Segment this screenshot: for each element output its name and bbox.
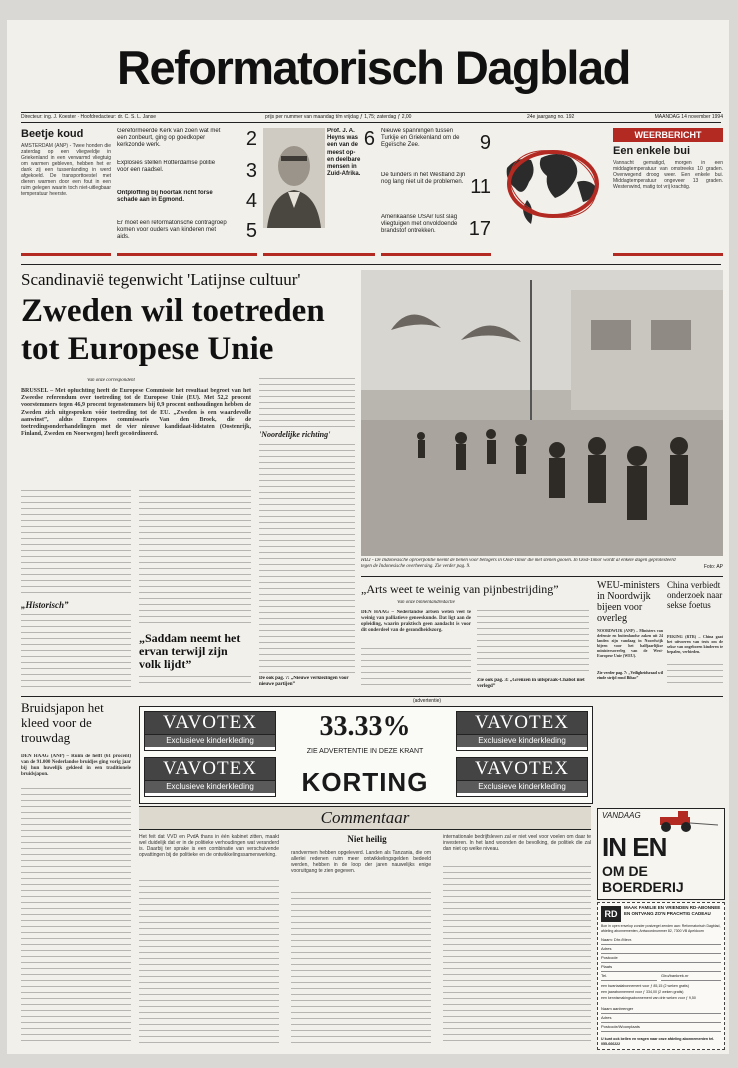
weather-accent xyxy=(613,253,723,256)
masthead-date: MAANDAG 14 november 1994 xyxy=(654,114,723,120)
commentaar-body-2: randvermen hebben opgeleverd. Landen als Tanzania, die om allerlei redenen ruim meer ontwikkelingsgelden bedeeld werden, hebben in de loop der jaren nauwelijks enige vooruitgang te zien gegeven. xyxy=(291,850,431,874)
commentaar-title: Commentaar xyxy=(139,806,591,830)
masthead-title: Reformatorisch Dagblad xyxy=(117,41,630,94)
teaser-list-left xyxy=(117,128,257,256)
section-rule xyxy=(21,264,721,265)
photo-credit: Foto: AP xyxy=(703,564,723,570)
teaser-right-3[interactable] xyxy=(381,214,491,254)
commentaar-col-2 xyxy=(291,892,431,1046)
teaser-profile-text: Prof. J. A. Heyns was een van de meest op- en deelbare mensen in Zuid-Afrika. xyxy=(327,128,361,178)
commentaar-col-3 xyxy=(443,866,591,1046)
subscription-coupon[interactable] xyxy=(597,902,725,1050)
teaser-right-1[interactable] xyxy=(381,128,491,168)
coupon-field-postcode[interactable]: Postcode xyxy=(601,954,721,963)
pijn-body-2 xyxy=(477,610,589,676)
lead-kicker: Scandinavië tegenwicht 'Latijnse cultuur' xyxy=(21,270,301,289)
vavotex-brand-1: VAVOTEX xyxy=(145,712,275,735)
coupon-option-1[interactable]: een kwartaalabonnement voor ƒ 85,15 (2 weken gratis) xyxy=(601,984,689,988)
bruid-headline[interactable]: Bruidsjapon het kleed voor de trouwdag xyxy=(21,700,104,745)
world-map-graphic xyxy=(497,128,607,256)
vavotex-brand-3: VAVOTEX xyxy=(457,712,587,735)
coupon-field-address[interactable]: Adres xyxy=(601,945,721,954)
teaser-item-1-num: 2 xyxy=(245,128,257,150)
lead-body-col-3b xyxy=(259,444,355,674)
vavotex-block-4 xyxy=(456,757,588,797)
pijn-continues: Zie ook pag. 3: „Grenzen in uitspraak-Chabot niet verlegd” xyxy=(477,678,585,689)
vavotex-brand-4: VAVOTEX xyxy=(457,758,587,781)
coupon-option-3[interactable]: een kennismakingsabonnement van drie weken voor ƒ 9,50 xyxy=(601,996,696,1000)
commentaar-body-1: Het feit dat VVD en PvdA thans in één kabinet zitten, maakt wel duidelijk dat er in de politieke verhoudingen wat veranderd is. Daarbij ter sprake is een combinatie van verschuivende opvattingen bij de politieke en de ontwikkelingssamenwerking. xyxy=(139,834,279,858)
ad-percent: 33.33% xyxy=(319,711,411,742)
teaser-item-3-num: 4 xyxy=(245,190,257,212)
ad-korting: KORTING xyxy=(301,767,429,797)
bruid-lead: DEN HAAG (ANP) – Ruim de helft (61 procent) van de 91.000 Nederlandse bruidjes ging vorig jaar bij hun huwelijk gekleed in een traditionele bruidsjapon. xyxy=(21,754,131,777)
masthead-price: prijs per nummer van maandag t/m vrijdag ƒ 1,75; zaterdag ƒ 2,00 xyxy=(265,114,412,120)
coupon-field-aanbrenger[interactable]: Naam aanbrenger xyxy=(601,1005,721,1014)
weu-headline-text: WEU-ministers in Noordwijk bijeen voor overleg xyxy=(597,580,660,624)
teaser-bar-accent-3 xyxy=(263,253,375,256)
teaser-right-2[interactable] xyxy=(381,172,491,212)
china-lead: PEKING (RTR) – China gaat het uitvoeren van tests om de sekse van ongeboren kinderen te bepalen, verbieden. xyxy=(667,634,723,654)
timor-photo xyxy=(361,270,723,556)
coupon-option-2[interactable]: een jaarabonnement voor ƒ 334,00 (2 weken gratis) xyxy=(601,990,684,994)
teaser-bar-accent xyxy=(21,253,111,256)
commentaar-col-1 xyxy=(139,880,279,1046)
teaser-item-4[interactable] xyxy=(117,220,257,250)
masthead-rule xyxy=(21,112,721,113)
weu-lead: NOORDWIJK (ANP) – Ministers van defensie en buitenlandse zaken uit 24 landen zijn vandaag in Noordwijk bijeen voor het halfjaarlijkse ministersoverleg van de West-Europese Unie (WEU). xyxy=(597,628,663,658)
lead-body-col-1 xyxy=(21,490,131,598)
lead-intro: BRUSSEL – Met opluchting heeft de Europese Commissie het resultaat begroet van het Zweedse referendum over toetreding tot de Europese Unie (EU). Met 52,2 procent voorstemmers tegen 46,9 procent tegenstemmers bij 0,9 procent onthoudingen hebben de Zweden zich uitgesproken vóór toetreding tot de EU. „Zweden is een waardevolle aanwinst”, aldus Europees commissaris Van den Broek, die de toetredingsonderhandelingen met de vier nieuwe kandidaat-lidstaten (Oostenrijk, Finland, Zweden en Noorwegen) heeft gecoördineerd. xyxy=(21,388,251,438)
masthead-rule-2 xyxy=(21,122,721,123)
masthead-staff: Directeur: ing. J. Koester · Hoofdredacteur: dr. C. S. L. Janse xyxy=(21,114,157,120)
vavotex-tagline-3: Exclusieve kinderkleding xyxy=(457,735,587,747)
photo-caption: HILI - De Indonesische oproerpolitie neemt de benen voor betogers in Oost-Timor die met stenen gooien. In Oost-Timor wordt al enkele dagen geprotesteerd tegen de Indonesische overheersing. Zie verder pag. 9. xyxy=(361,558,676,569)
vavotex-tagline-2: Exclusieve kinderkleding xyxy=(145,781,275,793)
coupon-title: MAAK FAMILIE EN VRIENDEN RD-ABONNEE EN ONTVANG ZO'N PRACHTIG CADEAU xyxy=(624,905,721,916)
coupon-options xyxy=(601,983,721,1003)
teaser-right-2-text: De tuinders in het Westland zijn nog lang niet uit de problemen. xyxy=(381,172,466,186)
teaser-profile[interactable] xyxy=(263,128,375,252)
teaser-beetje-koud-title: Beetje koud xyxy=(21,128,84,140)
coupon-body: Bon in open envelop zonder postzegel zenden aan: Reformatorisch Dagblad, afdeling abonnementen, Antwoordnummer 82, 7300 VB Apeldoorn xyxy=(601,924,721,933)
newspaper-page xyxy=(7,20,729,1054)
vavotex-brand-2: VAVOTEX xyxy=(145,758,275,781)
coupon-field-giro[interactable]: Giro/bankrek.nr xyxy=(661,972,721,981)
ad-mid-text: ZIE ADVERTENTIE IN DEZE KRANT xyxy=(306,748,424,755)
pijn-byline: Van onze binnenlandredactie xyxy=(397,600,455,605)
teaser-right-3-text: Amerikaanse USAir lust slag vliegtuigen met onvoldoende brandstof ontrekken. xyxy=(381,214,458,235)
coupon-footer: U kunt ook bellen en vragen naar onze afdeling abonnementen tel. 055-666222 xyxy=(601,1037,715,1046)
lead-body-col-3 xyxy=(259,378,355,428)
vavotex-block-1 xyxy=(144,711,276,751)
teaser-list-right xyxy=(381,128,491,256)
weather-box[interactable] xyxy=(613,128,723,256)
teaser-right-3-num: 17 xyxy=(468,218,491,240)
lead-continues: De ook pag. 7: „Nieuwe verkiezingen voor nieuwe partijen” xyxy=(259,676,349,687)
masthead-volume: 24e jaargang no. 192 xyxy=(527,114,575,120)
bruid-body xyxy=(21,788,131,1046)
teaser-item-2-text: Explosies stellen Rotterdamse politie voor een raadsel. xyxy=(117,160,216,174)
lead-body-col-2b xyxy=(139,676,251,688)
teaser-beetje-koud[interactable] xyxy=(21,128,111,252)
vavotex-block-3 xyxy=(456,711,588,751)
teaser-item-3-text: Ontploffing bij hoortak richt forse schade aan in Egmond. xyxy=(117,190,213,204)
ad-top-rule xyxy=(21,696,723,697)
lead-headline: Zweden wil toetreden tot Europese Unie xyxy=(21,293,325,367)
lead-byline: Van onze correspondent xyxy=(87,378,135,383)
pijn-headline[interactable]: „Arts weet te weinig van pijnbestrijding” xyxy=(361,582,559,596)
pijn-body-1 xyxy=(361,648,471,690)
commentaar-headline: Niet heilig xyxy=(347,834,387,844)
lead-subhead-saddam: „Saddam neemt het ervan terwijl zijn volk lijdt” xyxy=(139,632,241,671)
portrait-photo xyxy=(263,128,325,228)
weather-body: Vannacht gematigd, morgen in een middagtemperatuur van omstreeks 10 graden. Overwegend droog weer. Een enkele bui. Middagtemperatuur ongeveer 13 graden. Westenwind, matig tot vrij krachtig. xyxy=(613,160,723,190)
weu-article[interactable] xyxy=(597,580,663,692)
china-headline: China verbiedt onderzoek naar sekse foetus xyxy=(667,580,723,610)
coupon-field-name[interactable]: Naam: Dhr./Mevr. xyxy=(601,936,721,945)
boerderij-promo[interactable] xyxy=(597,808,725,900)
teaser-beetje-koud-body: AMSTERDAM (ANP) - Twee honden die zaterdag op een vliegveldje in Griekenland in een verwarmd vliegtuig om warmen gebleven, hebben het er dank zij een tussenlanding in werd afgekoeld. De transporttoestel met dieren warmen door een fout in een ruim gelegen waarin toch niet-uitlegbaar temperatuur heerste. xyxy=(21,143,111,197)
ad-label: (advertentie) xyxy=(412,698,442,704)
coupon-field-aanbrenger-plaats[interactable]: Postcode/Woonplaats xyxy=(601,1023,721,1032)
coupon-field-aanbrenger-adres[interactable]: Adres xyxy=(601,1014,721,1023)
tractor-graphic xyxy=(650,811,720,833)
coupon-bottom-fields xyxy=(601,1005,721,1033)
teaser-item-1[interactable] xyxy=(117,128,257,158)
boerderij-line1: IN EN xyxy=(602,832,667,862)
teaser-right-2-num: 11 xyxy=(470,176,491,198)
weu-continues: Zie verder pag. 7: „Veiligheidsraad wil einde strijd rond Bihac” xyxy=(597,670,663,680)
teaser-item-2[interactable] xyxy=(117,160,257,188)
vavotex-tagline-4: Exclusieve kinderkleding xyxy=(457,781,587,793)
china-article[interactable] xyxy=(667,580,723,692)
lead-body-col-1b xyxy=(21,614,131,688)
coupon-field-plaats[interactable]: Plaats xyxy=(601,963,721,972)
teaser-item-2-num: 3 xyxy=(245,160,257,182)
teaser-item-1-text: Gereformeerde Kerk van zoen wat met een zonbeurt, ging op goedkoper kerkzonde werk. xyxy=(117,128,221,149)
weather-label: WEERBERICHT xyxy=(613,128,723,142)
teaser-profile-num: 6 xyxy=(363,128,375,150)
teaser-bar-accent-2 xyxy=(117,253,257,256)
teaser-right-1-num: 9 xyxy=(479,132,491,154)
commentaar-body-3: internationale bedrijfsleven zal er niet veel voor voelen om daar te investeren. In het land woonden de bevolking, de politiek die zal dan niet op welke niveau. xyxy=(443,834,591,852)
teaser-item-4-num: 5 xyxy=(245,220,257,242)
teaser-right-1-text: Nieuwe spanningen tussen Turkije en Griekenland om de Egeïsche Zee. xyxy=(381,128,460,149)
vavotex-tagline-1: Exclusieve kinderkleding xyxy=(145,735,275,747)
lead-subhead-historisch: „Historisch” xyxy=(21,600,69,610)
coupon-field-tel[interactable]: Tel. xyxy=(601,972,657,981)
teaser-item-3[interactable] xyxy=(117,190,257,218)
weather-title: Een enkele bui xyxy=(613,145,691,157)
teaser-item-4-text: Er moet een reformatorische contragroep komen voor ouders van kinderen met aids. xyxy=(117,220,227,241)
teaser-bar-accent-4 xyxy=(381,253,491,256)
china-body xyxy=(667,664,723,688)
coupon-logo: RD xyxy=(601,906,621,922)
lead-body-col-2 xyxy=(139,490,251,628)
boerderij-top: VANDAAG xyxy=(602,811,641,820)
vavotex-block-2 xyxy=(144,757,276,797)
vavotex-ad[interactable] xyxy=(139,706,593,804)
pijn-lead: DEN HAAG – Nederlandse artsen weten veel te weinig van palliatieve geneeskunde. Dat ligt aan de opleiding, waarin praktisch geen aandacht is voor dit onderdeel van de gezondheidszorg. xyxy=(361,610,471,633)
boerderij-line2: OM DE BOERDERIJ xyxy=(602,863,684,895)
photo-rule xyxy=(361,576,723,577)
lead-subhead-noordelijk: 'Noordelijke richting' xyxy=(259,430,331,439)
